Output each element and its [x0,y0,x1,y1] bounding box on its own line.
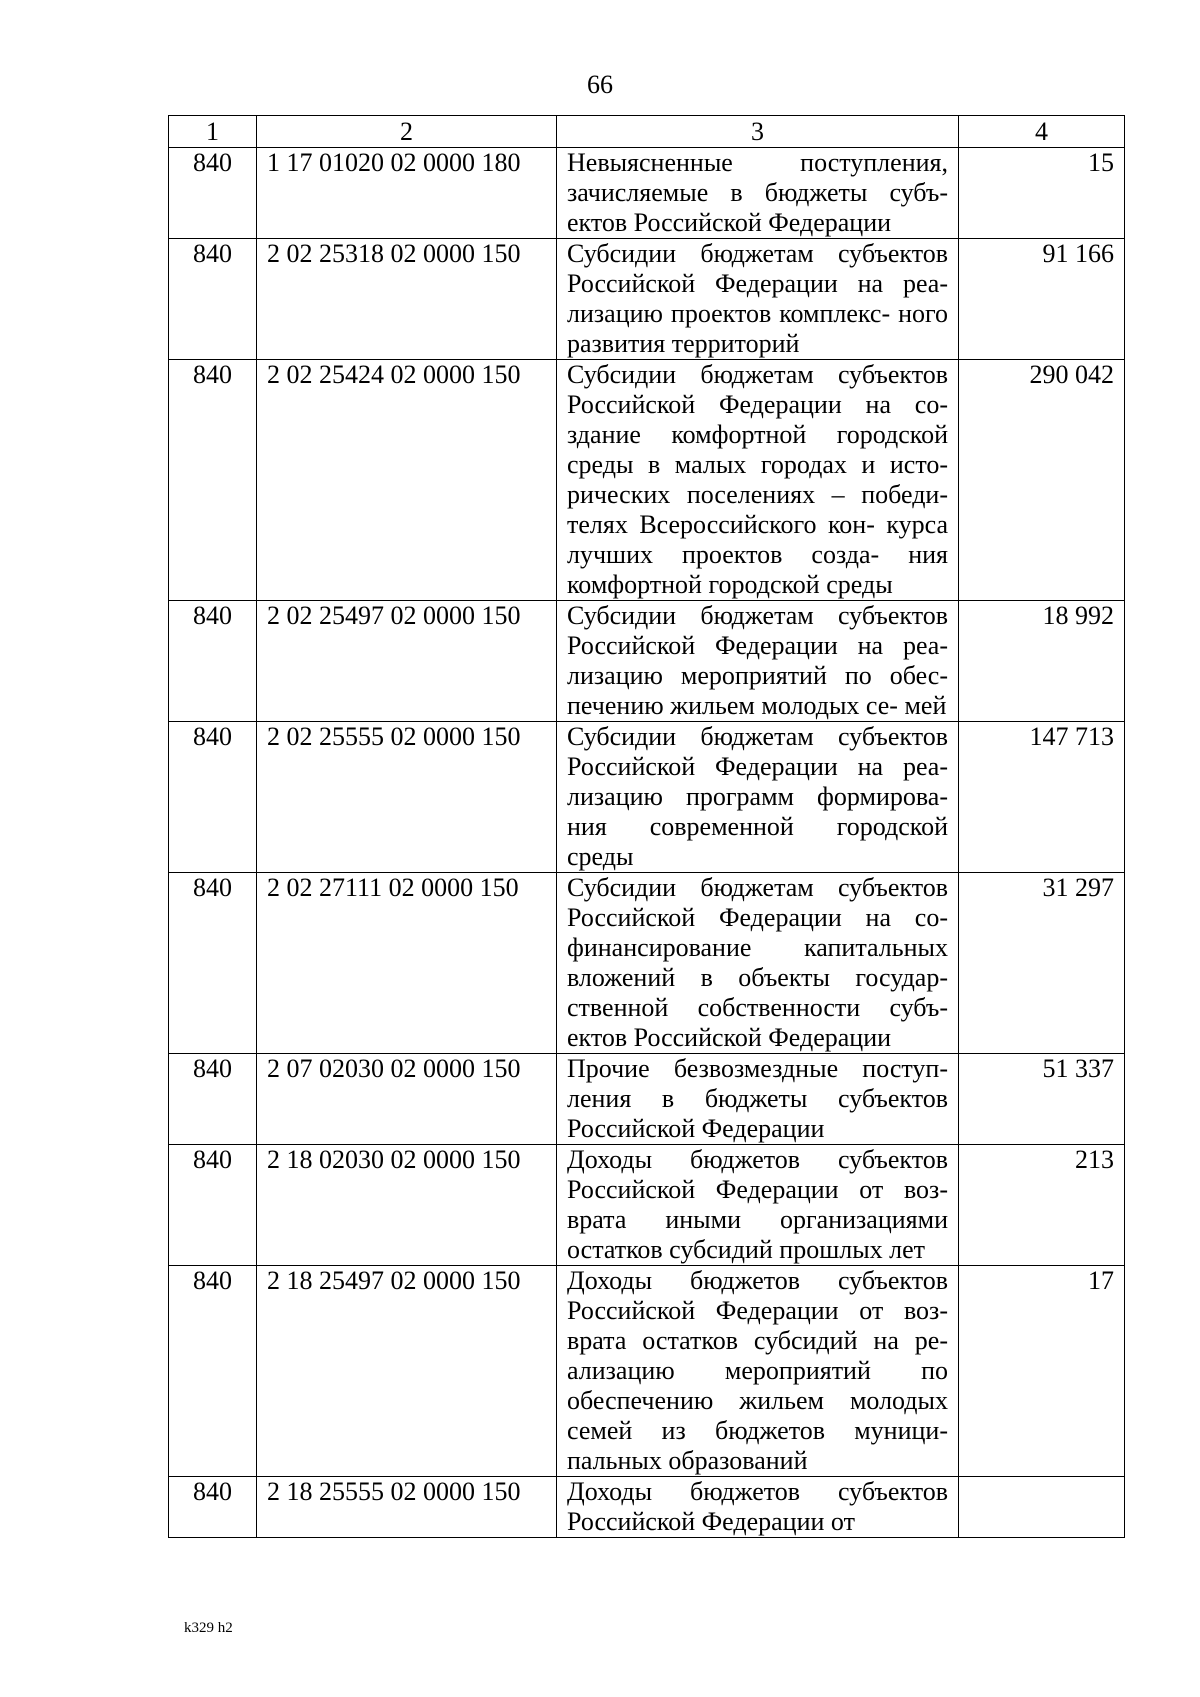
budget-code-cell: 2 18 25497 02 0000 150 [257,1266,557,1477]
header-cell: 2 [257,116,557,148]
budget-code-cell: 2 02 25555 02 0000 150 [257,722,557,873]
budget-code-cell: 2 18 02030 02 0000 150 [257,1145,557,1266]
admin-code-cell: 840 [169,1266,257,1477]
revenue-name-cell: Субсидии бюджетам субъектов Российской Федерации на реа- лизацию программ формирова- ния современной городской среды [557,722,959,873]
table-row [169,1477,1125,1538]
table-row [169,239,1125,360]
revenue-name-cell: Субсидии бюджетам субъектов Российской Федерации на со- финансирование капитальных вложений в объекты государ- ственной собственности субъ- ектов Российской Федерации [557,873,959,1054]
admin-code-cell: 840 [169,1145,257,1266]
revenue-name-cell: Доходы бюджетов субъектов Российской Федерации от воз- врата иными организациями остатков субсидий прошлых лет [557,1145,959,1266]
revenue-name-cell: Субсидии бюджетам субъектов Российской Федерации на реа- лизацию проектов комплекс- ного развития территорий [557,239,959,360]
table-row [169,1266,1125,1477]
admin-code-cell: 840 [169,722,257,873]
budget-code-cell: 2 07 02030 02 0000 150 [257,1054,557,1145]
revenue-name-cell: Прочие безвозмездные поступ- ления в бюджеты субъектов Российской Федерации [557,1054,959,1145]
amount-cell: 213 [959,1145,1125,1266]
revenue-name-cell: Доходы бюджетов субъектов Российской Федерации от воз- врата остатков субсидий на ре- ализацию мероприятий по обеспечению жильем молодых семей из бюджетов муници- пальных образований [557,1266,959,1477]
budget-code-cell: 2 02 25424 02 0000 150 [257,360,557,601]
budget-table [168,115,1125,1538]
table-header-row [169,116,1125,148]
admin-code-cell: 840 [169,873,257,1054]
admin-code-cell: 840 [169,1477,257,1538]
admin-code-cell: 840 [169,148,257,239]
header-cell: 4 [959,116,1125,148]
admin-code-cell: 840 [169,1054,257,1145]
table-row [169,1145,1125,1266]
table-row [169,148,1125,239]
amount-cell: 18 992 [959,601,1125,722]
table-row [169,722,1125,873]
amount-cell: 31 297 [959,873,1125,1054]
table-row [169,601,1125,722]
amount-cell: 290 042 [959,360,1125,601]
budget-code-cell: 1 17 01020 02 0000 180 [257,148,557,239]
budget-code-cell: 2 18 25555 02 0000 150 [257,1477,557,1538]
revenue-name-cell: Доходы бюджетов субъектов Российской Федерации от [557,1477,959,1538]
amount-cell: 147 713 [959,722,1125,873]
amount-cell: 51 337 [959,1054,1125,1145]
budget-code-cell: 2 02 25497 02 0000 150 [257,601,557,722]
table-row [169,1054,1125,1145]
header-cell: 3 [557,116,959,148]
table-row [169,360,1125,601]
amount-cell: 15 [959,148,1125,239]
budget-code-cell: 2 02 27111 02 0000 150 [257,873,557,1054]
amount-cell: 91 166 [959,239,1125,360]
admin-code-cell: 840 [169,239,257,360]
table-row [169,873,1125,1054]
amount-cell [959,1477,1125,1538]
revenue-name-cell: Субсидии бюджетам субъектов Российской Федерации на со- здание комфортной городской среды в малых городах и исто- рических поселениях – победи- телях Всероссийского кон- курса лучших проектов созда- ния комфортной городской среды [557,360,959,601]
budget-code-cell: 2 02 25318 02 0000 150 [257,239,557,360]
page-number: 66 [587,70,613,99]
admin-code-cell: 840 [169,601,257,722]
admin-code-cell: 840 [169,360,257,601]
revenue-name-cell: Субсидии бюджетам субъектов Российской Федерации на реа- лизацию мероприятий по обес- печению жильем молодых се- мей [557,601,959,722]
header-cell: 1 [169,116,257,148]
footer-code: k329 h2 [184,1620,233,1636]
amount-cell: 17 [959,1266,1125,1477]
revenue-name-cell: Невыясненные поступления, зачисляемые в бюджеты субъ- ектов Российской Федерации [557,148,959,239]
